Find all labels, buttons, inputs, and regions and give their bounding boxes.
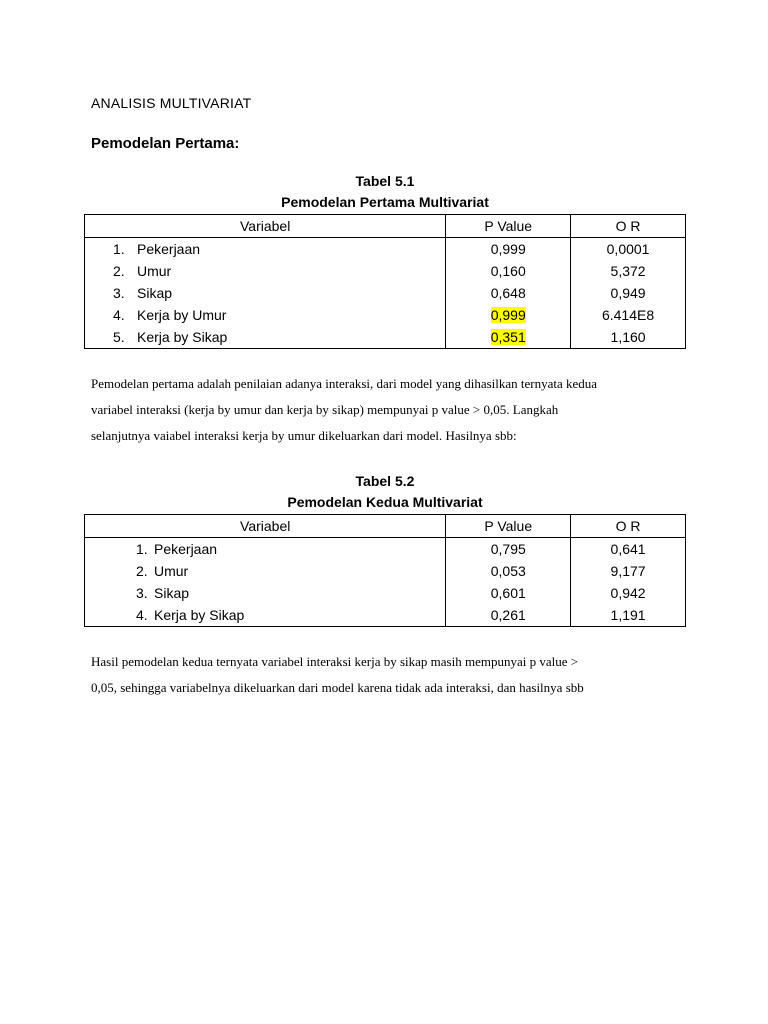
table-row	[85, 538, 686, 561]
table1-header-variabel: Variabel	[85, 215, 446, 238]
or-cell	[571, 304, 686, 326]
table2-header-pvalue: P Value	[446, 515, 571, 538]
variable-name: Sikap	[154, 585, 190, 601]
odds-ratio: 1,191	[610, 607, 646, 623]
variable-cell	[85, 304, 446, 326]
p-value: 0,795	[490, 541, 526, 557]
row-number: 3.	[136, 585, 148, 601]
or-cell	[571, 238, 686, 261]
variable-name: Sikap	[137, 285, 173, 301]
or-cell	[571, 282, 686, 304]
row-number: 4.	[113, 307, 125, 323]
variable-name: Kerja by Sikap	[137, 329, 228, 345]
variable-cell	[85, 238, 446, 261]
p-value: 0,601	[490, 585, 526, 601]
p-value: 0,053	[490, 563, 526, 579]
or-cell	[571, 326, 686, 349]
table-row	[85, 238, 686, 261]
odds-ratio: 0,942	[610, 585, 646, 601]
p-value-cell	[446, 238, 571, 261]
p-value-cell	[446, 560, 571, 582]
table2-title: Pemodelan Kedua Multivariat	[287, 494, 483, 510]
p-value: 0,648	[490, 285, 526, 301]
table1-header-row	[85, 215, 686, 238]
table1-title: Pemodelan Pertama Multivariat	[281, 194, 489, 210]
variable-name: Pekerjaan	[137, 241, 201, 257]
table2-header-row	[85, 515, 686, 538]
variable-cell	[85, 326, 446, 349]
p-value: 0,261	[490, 607, 526, 623]
table2-label: Tabel 5.2	[355, 473, 415, 489]
row-number: 1.	[136, 541, 148, 557]
row-number: 2.	[113, 263, 125, 279]
paragraph-1-line: Pemodelan pertama adalah penilaian adanya interaksi, dari model yang dihasilkan ternyata kedua	[91, 376, 598, 391]
p-value-cell	[446, 538, 571, 561]
row-number: 4.	[136, 607, 148, 623]
table2-caption	[84, 471, 686, 513]
variable-cell	[85, 582, 446, 604]
table1-header-pvalue: P Value	[446, 215, 571, 238]
row-number: 5.	[113, 329, 125, 345]
variable-name: Pekerjaan	[154, 541, 218, 557]
p-value: 0,160	[490, 263, 526, 279]
odds-ratio: 5,372	[610, 263, 646, 279]
odds-ratio: 0,0001	[606, 241, 650, 257]
p-value-cell	[446, 582, 571, 604]
or-cell	[571, 260, 686, 282]
section-heading: ANALISIS MULTIVARIAT	[91, 95, 252, 111]
or-cell	[571, 560, 686, 582]
variable-name: Umur	[137, 263, 172, 279]
or-cell	[571, 582, 686, 604]
table2	[84, 514, 686, 627]
p-value-cell	[446, 326, 571, 349]
or-cell	[571, 604, 686, 627]
variable-name: Umur	[154, 563, 189, 579]
table-row	[85, 582, 686, 604]
table2-header-variabel: Variabel	[85, 515, 446, 538]
odds-ratio: 9,177	[610, 563, 646, 579]
or-cell	[571, 538, 686, 561]
table-row	[85, 260, 686, 282]
p-value-cell	[446, 604, 571, 627]
paragraph-2	[91, 649, 691, 701]
p-value-highlighted: 0,999	[490, 307, 526, 323]
table1-caption	[84, 171, 686, 213]
subsection-heading: Pemodelan Pertama:	[91, 135, 240, 152]
variable-cell	[85, 260, 446, 282]
table1	[84, 214, 686, 349]
table1-label: Tabel 5.1	[355, 173, 415, 189]
table-row	[85, 326, 686, 349]
variable-cell	[85, 538, 446, 561]
row-number: 3.	[113, 285, 125, 301]
paragraph-1	[91, 371, 691, 449]
paragraph-1-line: selanjutnya vaiabel interaksi kerja by umur dikeluarkan dari model. Hasilnya sbb:	[91, 428, 517, 443]
variable-cell	[85, 282, 446, 304]
odds-ratio: 0,949	[610, 285, 646, 301]
paragraph-2-line: Hasil pemodelan kedua ternyata variabel interaksi kerja by sikap masih mempunyai p value >	[91, 654, 579, 669]
variable-name: Kerja by Sikap	[154, 607, 245, 623]
p-value-cell	[446, 260, 571, 282]
odds-ratio: 6.414E8	[601, 307, 655, 323]
odds-ratio: 1,160	[610, 329, 646, 345]
p-value-cell	[446, 304, 571, 326]
row-number: 2.	[136, 563, 148, 579]
table-row	[85, 304, 686, 326]
table-row	[85, 282, 686, 304]
odds-ratio: 0,641	[610, 541, 646, 557]
variable-name: Kerja by Umur	[137, 307, 227, 323]
paragraph-1-line: variabel interaksi (kerja by umur dan kerja by sikap) mempunyai p value > 0,05. Langkah	[91, 402, 559, 417]
p-value: 0,999	[490, 241, 526, 257]
variable-cell	[85, 560, 446, 582]
variable-cell	[85, 604, 446, 627]
paragraph-2-line: 0,05, sehingga variabelnya dikeluarkan dari model karena tidak ada interaksi, dan hasilnya sbb	[91, 680, 584, 695]
table-row	[85, 604, 686, 627]
row-number: 1.	[113, 241, 125, 257]
p-value-cell	[446, 282, 571, 304]
table2-header-or: O R	[571, 515, 686, 538]
table1-header-or: O R	[571, 215, 686, 238]
table-row	[85, 560, 686, 582]
p-value-highlighted: 0,351	[490, 329, 526, 345]
